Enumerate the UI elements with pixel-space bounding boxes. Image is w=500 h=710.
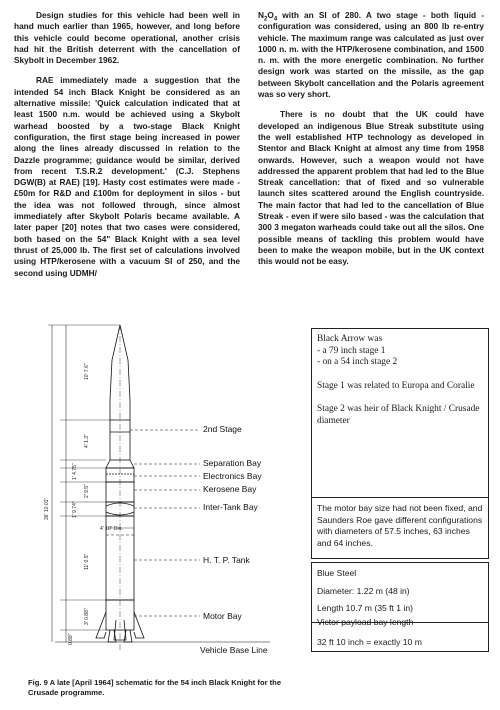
note-title: Blue Steel: [317, 568, 357, 578]
paragraph: RAE immediately made a suggestion that the intended 54 inch Black Knight be considered as an alternative missile: 'Quick calculation indicated that at least 1500 n.m. would be achieved using a Skybolt warhead boosted by a two-stage Black Knight configuration, the first stage being increased in power along the lines already discussed in relation to the Dazzle programme; guidance would be similar, derived from recent T.S.R.2 development.' (C.J. Stephens DGW(B) at RAE) [19]. Hasty cost estimates were made - £50m for R&D and £100m for deployment in silos - but the idea was not followed through, since almost immediately after Skybolt Polaris became available. A later paper [20] notes that two cases were considered, both based on the 54" Black Knight with a sea level thrust of 25,000 lb. The first set of calculations involved using HTP/kerosene with a vacuum SI of 250, and the second using UDMH/: [14, 75, 240, 278]
dim-htp: 11' 0.5": [84, 553, 90, 570]
right-text-column: [258, 10, 484, 277]
dim-electronics: 1' 4.75": [72, 463, 78, 480]
left-text-column: [14, 10, 240, 288]
paragraph: There is no doubt that the UK could have developed an indigenous Blue Streak substitute using the well established HTP technology as developed in Stentor and Black Knight at almost any time from 1958 onwards. However, such a weapon would not have addressed the apparent problem that had led to the Blue Streak cancellation: that of fixed and so vulnerable launch sites scattered around the English countryside. The main factor that had led to the cancellation of Blue Streak - even if were silo based - was the calculation that 300 3 megaton warheads could take out all the silos. One possible means of tackling this problem would have been to make the weapon mobile, but in the UK context this would not be easy.: [258, 109, 484, 267]
dim-intertank: 1' 9.74": [72, 501, 78, 518]
paragraph: Design studies for this vehicle had been well in hand much earlier than 1965, however, and long before this vehicle could become operational, another crisis had hit the British deterrent with the cancellation of Skybolt in December 1962.: [14, 10, 240, 66]
label-electronics-bay: Electronics Bay: [203, 471, 262, 481]
dim-diameter: 4' 10" Dia.: [100, 526, 123, 532]
label-2nd-stage: 2nd Stage: [203, 424, 242, 434]
victor-payload-note-box: [311, 612, 489, 652]
label-separation-bay: Separation Bay: [203, 458, 262, 468]
note-line: Length 10.7 m (35 ft 1 in): [317, 603, 414, 613]
figure-caption: Fig. 9 A late [April 1964] schematic for the 54 inch Black Knight for the Crusade programme.: [28, 678, 282, 697]
label-htp-tank: H. T. P. Tank: [203, 555, 250, 565]
dim-stage2: 10' 7.6": [84, 363, 90, 380]
rocket-schematic: [0, 320, 310, 680]
label-vehicle-base-line: Vehicle Base Line: [200, 645, 268, 655]
note-line: 32 ft 10 inch = exactly 10 m: [317, 636, 422, 647]
dim-kerosene: 2' 9.5": [84, 484, 90, 498]
black-arrow-note-box: [311, 328, 489, 498]
note-line: - on a 54 inch stage 2: [317, 357, 398, 368]
dim-separation: 4' 1.3": [84, 434, 90, 448]
note-line: Stage 2 was heir of Black Knight / Crusade diameter: [317, 404, 480, 426]
note-line: Diameter: 1.22 m (48 in): [317, 585, 410, 596]
dim-base: 0.88": [68, 633, 74, 645]
motor-bay-note-box: The motor bay size had not been fixed, and Saunders Roe gave different configurations with diameters of 57.5 inches, 63 inches and 64 inches.: [311, 497, 489, 559]
label-kerosene-bay: Kerosene Bay: [203, 484, 257, 494]
note-line: - a 79 inch stage 1: [317, 345, 386, 356]
note-line: Stage 1 was related to Europa and Coralie: [317, 380, 475, 391]
label-inter-tank-bay: Inter-Tank Bay: [203, 502, 258, 512]
dim-overall: 36' 10.01": [44, 497, 50, 520]
paragraph: $N_2O_4$ with an SI of 280. A two stage - both liquid - configuration was considered, using an 800 lb re-entry vehicle. The maximum range was calculated as just over 1000 n. m. with the HTP/kerosene combination, and 1500 n. m. with the more energetic combination. No further design work was started on the missile, as the gap between Skybolt cancellation and the Polaris agreement was so very short.: [258, 10, 484, 100]
note-line: Black Arrow was: [317, 334, 383, 344]
note-title: Victor payload bay length: [317, 617, 414, 627]
dim-motor: 3' 0.88": [84, 608, 90, 625]
label-motor-bay: Motor Bay: [203, 611, 242, 621]
